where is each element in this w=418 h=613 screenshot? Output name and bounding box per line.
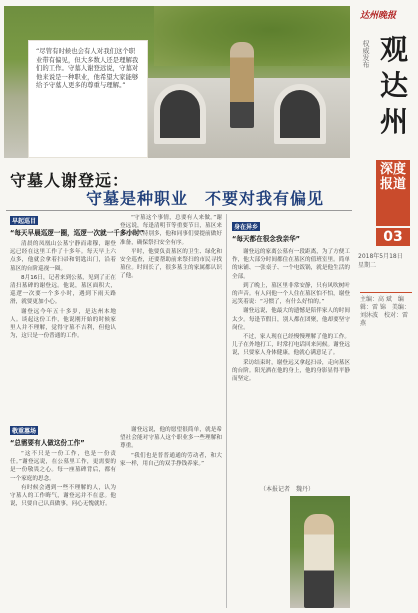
paragraph: “我们也是普普通通的劳动者，和大家一样，用自己的双手挣钱养家。” bbox=[120, 452, 222, 467]
byline: （本报记者 魏丹） bbox=[260, 486, 315, 493]
section-title: 观达州 bbox=[379, 33, 408, 138]
page-number: 03 bbox=[376, 228, 410, 246]
deep-report-badge: 深度报道 bbox=[376, 160, 410, 226]
paragraph: 有时候会遇到一些不理解的人，认为守墓人的工作晦气，谢登远并不在意。他说，只要自己认真做事，问心无愧就好。 bbox=[10, 484, 116, 508]
paragraph: 清晨的凤凰山公墓宁静而肃穆，谢登远已经在这里工作了十多年。每天早上六点多，他就会拿着扫帚和钥匙出门，沿着墓区的台阶巡视一圈。 bbox=[10, 241, 116, 272]
date-line: 2018年5月18日 bbox=[358, 253, 403, 260]
tomb bbox=[274, 84, 326, 144]
portrait-photo bbox=[290, 496, 350, 608]
section2-subtitle: “总需要有人做这份工作” bbox=[10, 439, 85, 447]
section1-heading bbox=[10, 216, 40, 225]
section-subtitle: 权威发布 bbox=[362, 40, 370, 68]
paragraph: 采访结束时，谢登远又拿起扫帚，走向墓区的台阶。阳光洒在他的身上，他的身影显得平静而坚定。 bbox=[232, 359, 350, 383]
paragraph: “这不只是一份工作，也是一份责任。”谢登远说，在公墓里工作，更需要的是一份敬畏之心。每一座墓碑背后，都有一个家庭的思念。 bbox=[10, 451, 116, 482]
section1-col-b bbox=[120, 214, 222, 420]
column-divider bbox=[226, 214, 227, 608]
date-info bbox=[358, 252, 414, 270]
paragraph: 谢登远的家离公墓有一段距离，为了方便工作，他大部分时间都住在墓区的值班室里。简单的床铺、一张桌子、一个电饭锅，就是他生活的全部。 bbox=[232, 249, 350, 280]
paragraph: 平时，他要负责墓区的卫生、绿化和安全巡查，还要帮助前来祭扫的市民寻找墓位。时间长了，很多墓主的家属都认识了他。 bbox=[120, 248, 222, 280]
editor-credits: 主编：高 斌 编辑：雷 锦 美编：刘沐波 校对：雷 燕 bbox=[360, 292, 412, 328]
paragraph: 谢登远说，他最大的遗憾是陪伴家人的时间太少。每逢节假日，别人都在团聚，他却要坚守岗位。 bbox=[232, 308, 350, 331]
section3-tag: 身在异乡 bbox=[234, 224, 259, 231]
headline-primary: 守墓人谢登远： bbox=[10, 171, 130, 190]
section1-subtitle: “每天早晨巡逻一圈，巡逻一次就一千多小时” bbox=[10, 229, 144, 237]
section2-tag: 敬重墓场 bbox=[12, 428, 37, 435]
weekday: 星期二 bbox=[358, 262, 377, 269]
tomb bbox=[154, 84, 206, 144]
section2-heading bbox=[10, 426, 40, 435]
paragraph: 到了晚上，墓区里非常安静，只有风吹树叶的声音。有人问他一个人住在墓区怕不怕，谢登远笑着说：“习惯了，有什么好怕的。” bbox=[232, 282, 350, 306]
paragraph: 8月16日，记者来到公墓，见到了正在清扫墓碑的谢登远。他说，墓区面积大，巡逻一次要一个多小时，遇到下雨天路滑，就要更加小心。 bbox=[10, 274, 116, 306]
section1-col-a bbox=[10, 240, 116, 420]
paragraph: 谢登远说，他的愿望很简单，就是希望社会能对守墓人这个职业多一些理解和尊重。 bbox=[120, 427, 222, 450]
section3-heading bbox=[232, 222, 262, 231]
caretaker-portrait bbox=[304, 514, 334, 608]
pull-quote: “尽管有时候也会有人对我们这个职业带有偏见，但大多数人还是理解我们的工作。守墓人谢登远说，守墓对他来说是一种职业，他希望大家能够给予守墓人更多的尊重与理解。” bbox=[28, 40, 148, 158]
paragraph: 谢登远今年五十多岁，是达州本地人。谈起这份工作，他说刚开始的时候家里人并不理解，觉得守墓不吉利，但他认为，这只是一份普通的工作。 bbox=[10, 308, 116, 340]
paragraph: “守墓这个事情，总要有人来做。”谢登远说，每逢清明节等重要节日，墓区来祭扫的人特别多，他和同事们要提前做好准备，确保祭扫安全有序。 bbox=[120, 215, 222, 246]
section2-col-a bbox=[10, 450, 116, 606]
section3-subtitle: “每天都在很念我亲华” bbox=[232, 235, 301, 243]
newspaper-brand: 达州晚报 bbox=[360, 11, 397, 21]
masthead bbox=[354, 0, 418, 613]
section2-col-b bbox=[120, 426, 222, 606]
headline-secondary: 守墓是种职业 不要对我有偏见 bbox=[86, 189, 325, 208]
paragraph: 不过，家人现在已经慢慢理解了他的工作。儿子在外地打工，时常打电话回来问候。谢登远说，只要家人身体健康，他就心满意足了。 bbox=[232, 334, 350, 357]
section1-tag: 早起巡目 bbox=[12, 218, 37, 225]
section3-col bbox=[232, 248, 350, 480]
headline-rule bbox=[6, 210, 352, 211]
caretaker-figure bbox=[230, 42, 254, 128]
